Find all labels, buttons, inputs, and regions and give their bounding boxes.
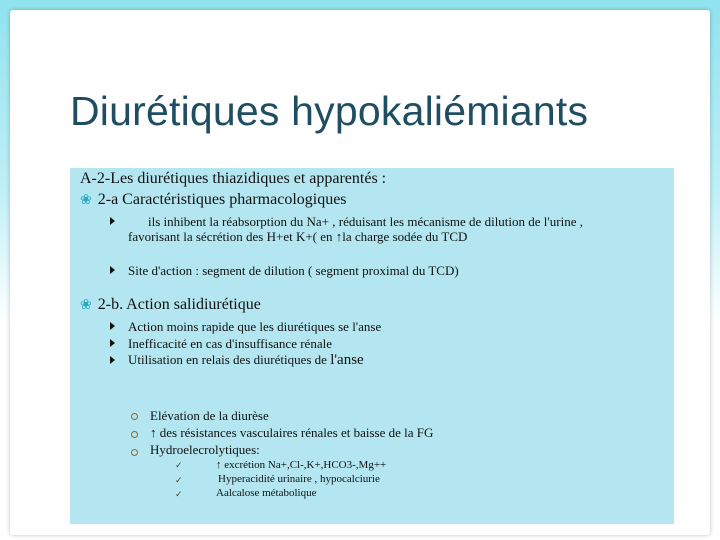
electrolyte-1: ↑ excrétion Na+,Cl-,K+,HCO3-,Mg++ <box>216 459 387 471</box>
triangle-bullet-icon <box>110 339 115 347</box>
triangle-bullet-icon <box>110 217 115 225</box>
electrolyte-2: Hyperacidité urinaire , hypocalciurie <box>218 473 380 485</box>
flower-bullet-icon: ❀ <box>80 192 92 208</box>
triangle-bullet-icon <box>110 322 115 330</box>
content-box <box>70 168 674 524</box>
checkmark-icon: ✓ <box>175 460 183 470</box>
sub-heading-b <box>72 296 261 314</box>
ring-bullet-icon <box>131 449 138 456</box>
sub-heading-a <box>72 191 347 209</box>
checkmark-icon: ✓ <box>175 475 183 485</box>
checkmark-icon: ✓ <box>175 489 183 499</box>
sub-a-item-2: Site d'action : segment de dilution ( segment proximal du TCD) <box>128 263 459 278</box>
triangle-bullet-icon <box>110 266 115 274</box>
effect-3: Hydroelecrolytiques: <box>150 442 260 457</box>
ring-bullet-icon <box>131 413 138 420</box>
flower-bullet-icon: ❀ <box>80 297 92 313</box>
sub-b-item-3-emph: l'anse <box>330 352 364 368</box>
electrolyte-3: Aalcalose métabolique <box>216 487 317 499</box>
sub-heading-b-label: 2-b. Action salidiurétique <box>97 296 261 313</box>
sub-heading-a-label: 2-a Caractéristiques pharmacologiques <box>97 191 347 208</box>
ring-bullet-icon <box>131 431 138 438</box>
section-heading: A-2-Les diurétiques thiazidiques et apparentés : <box>80 170 387 187</box>
sub-a-item-1-cont: favorisant la sécrétion des H+et K+( en ↑la charge sodée du TCD <box>128 229 468 244</box>
sub-b-item-2: Inefficacité en cas d'insuffisance rénale <box>128 336 332 351</box>
sub-a-item-1: ils inhibent la réabsorption du Na+ , réduisant les mécanisme de dilution de l'urine , <box>148 214 583 229</box>
effect-2: ↑ des résistances vasculaires rénales et baisse de la FG <box>150 425 434 440</box>
slide-title: Diurétiques hypokaliémiants <box>70 88 589 134</box>
sub-b-item-3 <box>128 352 364 369</box>
sub-b-item-3-text: Utilisation en relais des diurétiques de <box>128 352 331 367</box>
sub-b-item-1: Action moins rapide que les diurétiques se l'anse <box>128 319 382 334</box>
triangle-bullet-icon <box>110 356 115 364</box>
effect-1: Elévation de la diurèse <box>150 408 269 423</box>
